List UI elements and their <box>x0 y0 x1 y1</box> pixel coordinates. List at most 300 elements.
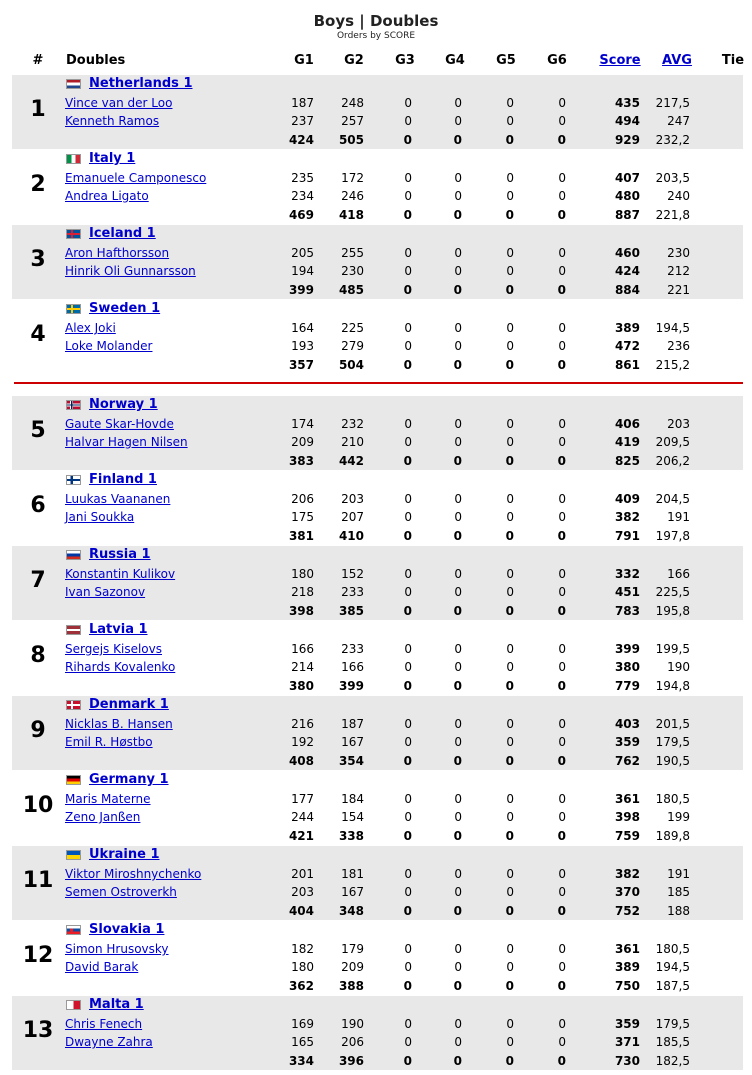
total-game-4: 0 <box>453 358 462 372</box>
player-game-2: 257 <box>341 114 364 128</box>
player-name-link[interactable]: Vince van der Loo <box>65 96 173 110</box>
total-score: 752 <box>614 904 640 918</box>
total-game-5: 0 <box>505 979 514 993</box>
player-game-3: 0 <box>404 171 412 185</box>
total-score: 884 <box>614 283 640 297</box>
player-game-3: 0 <box>404 810 412 824</box>
total-game-3: 0 <box>403 208 412 222</box>
team-block <box>12 546 743 620</box>
player-row <box>12 583 743 601</box>
player-name-link[interactable]: Emanuele Camponesco <box>65 171 207 185</box>
total-game-3: 0 <box>403 679 412 693</box>
total-score: 825 <box>614 454 640 468</box>
player-row <box>12 565 743 583</box>
player-game-2: 207 <box>341 510 364 524</box>
total-game-1: 380 <box>288 679 314 693</box>
player-game-3: 0 <box>404 189 412 203</box>
slovakia-flag-icon <box>66 925 81 935</box>
total-score: 779 <box>614 679 640 693</box>
total-game-5: 0 <box>505 529 514 543</box>
total-game-6: 0 <box>557 1054 566 1068</box>
player-game-3: 0 <box>404 1017 412 1031</box>
player-game-5: 0 <box>506 114 514 128</box>
player-row <box>12 1015 743 1033</box>
total-game-2: 399 <box>338 679 364 693</box>
netherlands-flag-icon <box>66 79 81 89</box>
player-game-2: 233 <box>341 642 364 656</box>
player-game-2: 233 <box>341 585 364 599</box>
player-game-2: 167 <box>341 735 364 749</box>
player-game-4: 0 <box>454 792 462 806</box>
team-block <box>12 150 743 224</box>
player-game-3: 0 <box>404 339 412 353</box>
player-avg: 194,5 <box>655 960 690 974</box>
total-game-6: 0 <box>557 208 566 222</box>
player-avg: 199 <box>667 810 690 824</box>
player-game-3: 0 <box>404 660 412 674</box>
total-game-2: 348 <box>338 904 364 918</box>
player-game-1: 216 <box>291 717 314 731</box>
player-score: 361 <box>614 942 640 956</box>
player-game-2: 248 <box>341 96 364 110</box>
player-avg: 191 <box>667 867 690 881</box>
team-name-link[interactable]: Netherlands 1 <box>89 76 193 91</box>
player-game-3: 0 <box>404 567 412 581</box>
player-game-6: 0 <box>558 792 566 806</box>
header-score-sort-link[interactable]: Score <box>599 53 641 68</box>
team-name-link[interactable]: Iceland 1 <box>89 226 156 241</box>
total-game-2: 418 <box>338 208 364 222</box>
player-score: 359 <box>614 1017 640 1031</box>
player-game-6: 0 <box>558 417 566 431</box>
player-game-1: 165 <box>291 1035 314 1049</box>
rank-number: 13 <box>22 1018 54 1043</box>
rank-number: 9 <box>30 718 46 743</box>
header-tie: Tie <box>721 53 745 68</box>
total-game-3: 0 <box>403 529 412 543</box>
player-game-1: 244 <box>291 810 314 824</box>
team-name-link[interactable]: Italy 1 <box>89 151 136 166</box>
rank-number: 12 <box>22 943 54 968</box>
total-game-1: 421 <box>288 829 314 843</box>
header-g2: G2 <box>344 53 364 68</box>
player-game-3: 0 <box>404 96 412 110</box>
player-game-6: 0 <box>558 942 566 956</box>
player-name-link[interactable]: Hinrik Oli Gunnarsson <box>65 264 196 278</box>
player-game-5: 0 <box>506 1017 514 1031</box>
total-game-1: 404 <box>288 904 314 918</box>
team-block <box>12 396 743 470</box>
player-game-6: 0 <box>558 867 566 881</box>
team-name-link[interactable]: Slovakia 1 <box>89 922 165 937</box>
total-game-3: 0 <box>403 283 412 297</box>
player-name-link[interactable]: Gaute Skar-Hovde <box>65 417 174 431</box>
player-score: 409 <box>614 492 640 506</box>
player-name-link[interactable]: Nicklas B. Hansen <box>65 717 173 731</box>
total-avg: 232,2 <box>655 133 690 147</box>
player-name-link[interactable]: Andrea Ligato <box>65 189 149 203</box>
player-name-link[interactable]: Zeno Janßen <box>65 810 141 824</box>
total-game-2: 354 <box>338 754 364 768</box>
total-game-1: 334 <box>288 1054 314 1068</box>
player-game-5: 0 <box>506 810 514 824</box>
player-game-4: 0 <box>454 189 462 203</box>
team-row <box>12 150 743 168</box>
player-score: 435 <box>614 96 640 110</box>
team-row <box>12 621 743 639</box>
player-row <box>12 169 743 187</box>
total-game-2: 396 <box>338 1054 364 1068</box>
rank-number: 7 <box>30 568 46 593</box>
player-game-4: 0 <box>454 171 462 185</box>
total-game-2: 338 <box>338 829 364 843</box>
team-row <box>12 75 743 93</box>
total-game-5: 0 <box>505 133 514 147</box>
total-score: 887 <box>614 208 640 222</box>
team-block <box>12 75 743 149</box>
team-name-link[interactable]: Norway 1 <box>89 397 158 412</box>
player-name-link[interactable]: Halvar Hagen Nilsen <box>65 435 188 449</box>
player-game-3: 0 <box>404 246 412 260</box>
team-name-link[interactable]: Sweden 1 <box>89 301 161 316</box>
player-name-link[interactable]: Loke Molander <box>65 339 153 353</box>
header-g6: G6 <box>547 53 567 68</box>
team-row <box>12 696 743 714</box>
player-game-6: 0 <box>558 510 566 524</box>
total-game-4: 0 <box>453 529 462 543</box>
player-row <box>12 790 743 808</box>
player-score: 382 <box>614 867 640 881</box>
player-game-3: 0 <box>404 642 412 656</box>
player-avg: 180,5 <box>655 942 690 956</box>
player-game-3: 0 <box>404 321 412 335</box>
player-game-1: 164 <box>291 321 314 335</box>
total-game-6: 0 <box>557 454 566 468</box>
player-score: 361 <box>614 792 640 806</box>
player-score: 419 <box>614 435 640 449</box>
team-total-row <box>12 902 743 920</box>
player-game-5: 0 <box>506 96 514 110</box>
player-score: 399 <box>614 642 640 656</box>
total-score: 759 <box>614 829 640 843</box>
player-game-2: 246 <box>341 189 364 203</box>
total-score: 750 <box>614 979 640 993</box>
player-game-6: 0 <box>558 567 566 581</box>
player-game-1: 237 <box>291 114 314 128</box>
player-game-2: 152 <box>341 567 364 581</box>
finland-flag-icon <box>66 475 81 485</box>
player-score: 406 <box>614 417 640 431</box>
total-game-3: 0 <box>403 979 412 993</box>
player-game-4: 0 <box>454 435 462 449</box>
player-avg: 240 <box>667 189 690 203</box>
total-game-2: 385 <box>338 604 364 618</box>
player-game-5: 0 <box>506 792 514 806</box>
player-row <box>12 715 743 733</box>
total-game-6: 0 <box>557 979 566 993</box>
player-game-5: 0 <box>506 435 514 449</box>
player-name-link[interactable]: Konstantin Kulikov <box>65 567 176 581</box>
player-game-4: 0 <box>454 810 462 824</box>
player-game-6: 0 <box>558 717 566 731</box>
team-name-link[interactable]: Latvia 1 <box>89 622 148 637</box>
player-game-4: 0 <box>454 321 462 335</box>
header-avg-sort-link[interactable]: AVG <box>662 53 692 68</box>
total-game-5: 0 <box>505 679 514 693</box>
team-row <box>12 846 743 864</box>
total-game-5: 0 <box>505 283 514 297</box>
player-game-3: 0 <box>404 492 412 506</box>
player-game-1: 175 <box>291 510 314 524</box>
total-game-4: 0 <box>453 1054 462 1068</box>
player-game-2: 279 <box>341 339 364 353</box>
player-game-3: 0 <box>404 735 412 749</box>
player-game-1: 235 <box>291 171 314 185</box>
player-score: 407 <box>614 171 640 185</box>
player-game-3: 0 <box>404 867 412 881</box>
player-game-6: 0 <box>558 585 566 599</box>
team-total-row <box>12 1052 743 1070</box>
total-game-5: 0 <box>505 1054 514 1068</box>
total-game-6: 0 <box>557 283 566 297</box>
total-game-4: 0 <box>453 679 462 693</box>
player-game-6: 0 <box>558 339 566 353</box>
player-game-6: 0 <box>558 114 566 128</box>
player-name-link[interactable]: Alex Joki <box>65 321 116 335</box>
player-game-2: 181 <box>341 867 364 881</box>
rank-number: 2 <box>30 172 46 197</box>
team-total-row <box>12 356 743 374</box>
denmark-flag-icon <box>66 700 81 710</box>
player-avg: 190 <box>667 660 690 674</box>
total-game-1: 408 <box>288 754 314 768</box>
player-game-5: 0 <box>506 585 514 599</box>
team-total-row <box>12 131 743 149</box>
player-row <box>12 262 743 280</box>
total-avg: 195,8 <box>655 604 690 618</box>
team-block <box>12 300 743 374</box>
team-name-link[interactable]: Malta 1 <box>89 997 144 1012</box>
total-game-1: 362 <box>288 979 314 993</box>
player-avg: 209,5 <box>655 435 690 449</box>
team-total-row <box>12 827 743 845</box>
player-game-5: 0 <box>506 1035 514 1049</box>
player-game-2: 225 <box>341 321 364 335</box>
total-game-1: 383 <box>288 454 314 468</box>
player-game-3: 0 <box>404 417 412 431</box>
player-game-2: 166 <box>341 660 364 674</box>
total-game-1: 399 <box>288 283 314 297</box>
player-avg: 180,5 <box>655 792 690 806</box>
player-game-1: 234 <box>291 189 314 203</box>
player-name-link[interactable]: Luukas Vaananen <box>65 492 171 506</box>
player-game-3: 0 <box>404 264 412 278</box>
team-name-link[interactable]: Denmark 1 <box>89 697 169 712</box>
player-row <box>12 865 743 883</box>
team-total-row <box>12 602 743 620</box>
player-row <box>12 433 743 451</box>
total-game-1: 357 <box>288 358 314 372</box>
player-game-5: 0 <box>506 189 514 203</box>
player-name-link[interactable]: David Barak <box>65 960 139 974</box>
team-name-link[interactable]: Finland 1 <box>89 472 157 487</box>
total-game-4: 0 <box>453 208 462 222</box>
player-name-link[interactable]: Simon Hrusovsky <box>65 942 169 956</box>
player-game-2: 230 <box>341 264 364 278</box>
rank-number: 1 <box>30 97 46 122</box>
player-game-2: 184 <box>341 792 364 806</box>
player-game-4: 0 <box>454 585 462 599</box>
player-row <box>12 940 743 958</box>
player-name-link[interactable]: Kenneth Ramos <box>65 114 160 128</box>
player-game-1: 218 <box>291 585 314 599</box>
total-avg: 221 <box>667 283 690 297</box>
player-name-link[interactable]: Maris Materne <box>65 792 151 806</box>
rank-number: 11 <box>22 868 54 893</box>
player-score: 371 <box>614 1035 640 1049</box>
player-name-link[interactable]: Emil R. Høstbo <box>65 735 153 749</box>
player-avg: 203,5 <box>655 171 690 185</box>
player-game-6: 0 <box>558 810 566 824</box>
player-row <box>12 187 743 205</box>
player-game-4: 0 <box>454 339 462 353</box>
player-game-3: 0 <box>404 942 412 956</box>
player-row <box>12 733 743 751</box>
page-subtitle: Orders by SCORE <box>336 31 416 41</box>
player-score: 472 <box>614 339 640 353</box>
player-avg: 201,5 <box>655 717 690 731</box>
total-game-3: 0 <box>403 604 412 618</box>
player-score: 370 <box>614 885 640 899</box>
player-game-2: 210 <box>341 435 364 449</box>
player-game-5: 0 <box>506 735 514 749</box>
player-score: 382 <box>614 510 640 524</box>
player-game-2: 179 <box>341 942 364 956</box>
player-avg: 194,5 <box>655 321 690 335</box>
player-game-4: 0 <box>454 885 462 899</box>
header-rank: # <box>32 53 44 68</box>
player-avg: 225,5 <box>655 585 690 599</box>
player-row <box>12 112 743 130</box>
team-name-link[interactable]: Germany 1 <box>89 772 169 787</box>
player-game-1: 166 <box>291 642 314 656</box>
team-total-row <box>12 527 743 545</box>
player-avg: 236 <box>667 339 690 353</box>
player-game-5: 0 <box>506 942 514 956</box>
team-row <box>12 546 743 564</box>
table-header <box>0 53 752 71</box>
player-game-1: 193 <box>291 339 314 353</box>
total-score: 861 <box>614 358 640 372</box>
player-game-6: 0 <box>558 885 566 899</box>
player-score: 398 <box>614 810 640 824</box>
team-block <box>12 696 743 770</box>
total-game-1: 469 <box>288 208 314 222</box>
player-row <box>12 244 743 262</box>
player-game-6: 0 <box>558 1035 566 1049</box>
total-game-2: 505 <box>338 133 364 147</box>
player-game-4: 0 <box>454 942 462 956</box>
player-score: 480 <box>614 189 640 203</box>
rank-number: 8 <box>30 643 46 668</box>
team-row <box>12 471 743 489</box>
total-avg: 189,8 <box>655 829 690 843</box>
rank-number: 6 <box>30 493 46 518</box>
italy-flag-icon <box>66 154 81 164</box>
player-game-5: 0 <box>506 567 514 581</box>
total-game-6: 0 <box>557 358 566 372</box>
player-avg: 179,5 <box>655 735 690 749</box>
total-avg: 187,5 <box>655 979 690 993</box>
player-score: 451 <box>614 585 640 599</box>
iceland-flag-icon <box>66 229 81 239</box>
player-row <box>12 1033 743 1051</box>
total-game-1: 381 <box>288 529 314 543</box>
player-game-1: 203 <box>291 885 314 899</box>
player-game-4: 0 <box>454 417 462 431</box>
player-avg: 230 <box>667 246 690 260</box>
total-game-5: 0 <box>505 454 514 468</box>
total-game-4: 0 <box>453 454 462 468</box>
total-score: 730 <box>614 1054 640 1068</box>
team-row <box>12 996 743 1014</box>
player-row <box>12 319 743 337</box>
player-game-4: 0 <box>454 867 462 881</box>
total-game-1: 424 <box>288 133 314 147</box>
player-name-link[interactable]: Sergejs Kiselovs <box>65 642 162 656</box>
total-avg: 206,2 <box>655 454 690 468</box>
player-avg: 179,5 <box>655 1017 690 1031</box>
team-row <box>12 921 743 939</box>
player-row <box>12 658 743 676</box>
player-game-4: 0 <box>454 735 462 749</box>
total-game-4: 0 <box>453 979 462 993</box>
rank-number: 4 <box>30 322 46 347</box>
qualification-divider <box>14 382 743 384</box>
player-name-link[interactable]: Dwayne Zahra <box>65 1035 153 1049</box>
player-name-link[interactable]: Ivan Sazonov <box>65 585 146 599</box>
team-name-link[interactable]: Russia 1 <box>89 547 151 562</box>
team-name-link[interactable]: Ukraine 1 <box>89 847 160 862</box>
total-avg: 182,5 <box>655 1054 690 1068</box>
player-name-link[interactable]: Aron Hafthorsson <box>65 246 170 260</box>
player-game-2: 190 <box>341 1017 364 1031</box>
player-score: 424 <box>614 264 640 278</box>
total-game-3: 0 <box>403 829 412 843</box>
team-total-row <box>12 452 743 470</box>
team-row <box>12 300 743 318</box>
player-name-link[interactable]: Chris Fenech <box>65 1017 143 1031</box>
player-row <box>12 958 743 976</box>
player-game-6: 0 <box>558 1017 566 1031</box>
player-name-link[interactable]: Rihards Kovalenko <box>65 660 176 674</box>
player-game-1: 206 <box>291 492 314 506</box>
player-avg: 166 <box>667 567 690 581</box>
player-game-2: 206 <box>341 1035 364 1049</box>
total-avg: 215,2 <box>655 358 690 372</box>
player-game-2: 172 <box>341 171 364 185</box>
player-game-3: 0 <box>404 114 412 128</box>
player-game-2: 203 <box>341 492 364 506</box>
player-name-link[interactable]: Semen Ostroverkh <box>65 885 177 899</box>
player-name-link[interactable]: Viktor Miroshnychenko <box>65 867 202 881</box>
total-game-4: 0 <box>453 133 462 147</box>
player-game-2: 187 <box>341 717 364 731</box>
player-name-link[interactable]: Jani Soukka <box>65 510 135 524</box>
total-game-5: 0 <box>505 358 514 372</box>
ukraine-flag-icon <box>66 850 81 860</box>
player-game-4: 0 <box>454 567 462 581</box>
